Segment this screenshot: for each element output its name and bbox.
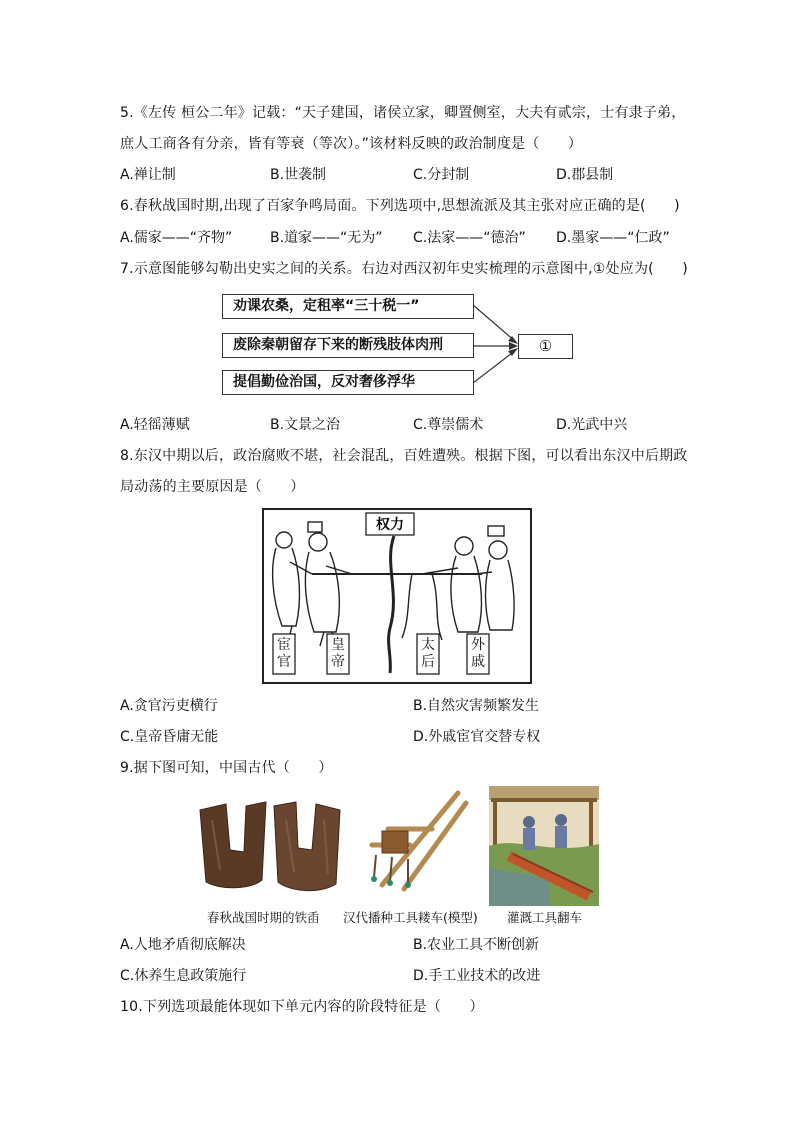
q6-option-b: B.道家——“无为”	[270, 230, 383, 246]
q6-option-c: C.法家——“德治”	[413, 230, 526, 246]
q9-option-c: C.休养生息政策施行	[120, 968, 247, 984]
q9-stem: 9.据下图可知，中国古代（ ）	[120, 760, 333, 776]
q7-diagram-box-2: 废除秦朝留存下来的断残肢体肉刑	[222, 333, 474, 358]
q7-stem: 7.示意图能够勾勒出史实之间的关系。右边对西汉初年史实梳理的示意图中,①处应为( )	[120, 261, 688, 277]
q6-option-a: A.儒家——“齐物”	[120, 230, 233, 246]
caption-seed-drill: 汉代播种工具耧车(模型)	[343, 910, 478, 925]
q5-stem-line2: 庶人工商各有分亲，皆有等衰（等次）。”该材料反映的政治制度是（ ）	[120, 136, 583, 152]
q8-option-a: A.贪官污吏横行	[120, 698, 218, 714]
caption-iron-spade: 春秋战国时期的铁臿	[207, 910, 320, 925]
q8-option-b: B.自然灾害频繁发生	[413, 698, 540, 714]
q5-option-b: B.世袭制	[270, 167, 327, 183]
q8-label-emperor: 皇 帝	[331, 637, 345, 670]
q9-option-d: D.手工业技术的改进	[413, 968, 541, 984]
q9-option-b: B.农业工具不断创新	[413, 937, 540, 953]
q5-stem-line1: 5.《左传 桓公二年》记载：“天子建国，诸侯立家，卿置侧室，大夫有贰宗，士有隶子弟，	[120, 105, 686, 121]
q5-option-d: D.郡县制	[556, 167, 614, 183]
q7-option-b: B.文景之治	[270, 417, 341, 433]
q6-stem: 6.春秋战国时期,出现了百家争鸣局面。下列选项中,思想流派及其主张对应正确的是( )	[120, 198, 680, 214]
q10-stem: 10.下列选项最能体现如下单元内容的阶段特征是（ ）	[120, 999, 484, 1015]
q7-diagram-box-3: 提倡勤俭治国，反对奢侈浮华	[222, 370, 474, 395]
q8-option-c: C.皇帝昏庸无能	[120, 729, 219, 745]
iron-spade-image	[190, 790, 352, 900]
q7-option-d: D.光武中兴	[556, 417, 628, 433]
q7-option-c: C.尊崇儒术	[413, 417, 484, 433]
caption-chain-pump: 灌溉工具翻车	[507, 910, 583, 925]
q8-label-consort-clan: 外 戚	[471, 637, 485, 670]
q5-option-a: A.禅让制	[120, 167, 176, 183]
q5-option-c: C.分封制	[413, 167, 470, 183]
q7-diagram-result-box: ①	[518, 334, 573, 359]
seed-drill-image	[362, 785, 474, 897]
q8-stem-line1: 8.东汉中期以后，政治腐败不堪，社会混乱，百姓遭殃。根据下图，可以看出东汉中后期政	[120, 448, 688, 464]
q6-option-d: D.墨家——“仁政”	[556, 230, 670, 246]
q8-label-empress-dowager: 太 后	[421, 637, 435, 670]
chain-pump-painting-image	[489, 786, 599, 906]
q9-option-a: A.人地矛盾彻底解决	[120, 937, 246, 953]
q8-label-eunuch: 宦 官	[277, 637, 291, 670]
q8-power-struggle-cartoon	[262, 508, 532, 684]
q7-diagram-box-1: 劝课农桑，定租率“三十税一”	[222, 294, 474, 319]
q8-option-d: D.外戚宦官交替专权	[413, 729, 541, 745]
q8-cartoon-title: 权力	[376, 517, 404, 533]
q7-option-a: A.轻徭薄赋	[120, 417, 190, 433]
q8-stem-line2: 局动荡的主要原因是（ ）	[120, 479, 305, 495]
